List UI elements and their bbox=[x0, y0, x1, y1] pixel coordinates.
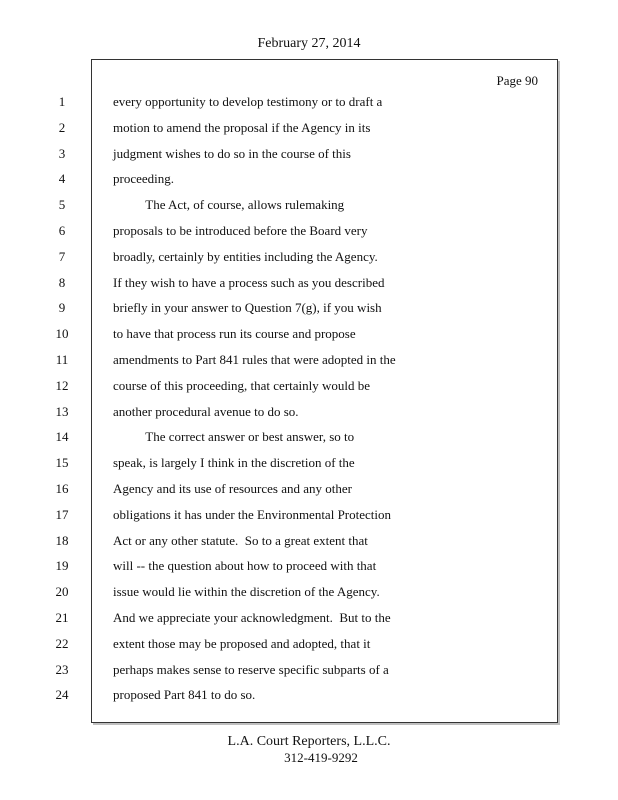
line-text: briefly in your answer to Question 7(g), if you wish bbox=[113, 300, 382, 316]
transcript-line bbox=[0, 168, 618, 194]
line-number: 14 bbox=[55, 429, 69, 445]
line-text: judgment wishes to do so in the course of this bbox=[113, 145, 351, 161]
line-number: 12 bbox=[55, 377, 69, 393]
line-number: 9 bbox=[58, 300, 66, 316]
transcript-line bbox=[0, 91, 618, 117]
line-number: 15 bbox=[55, 455, 69, 471]
transcript-line bbox=[0, 349, 618, 375]
page-number: Page 90 bbox=[496, 73, 538, 88]
transcript-line bbox=[0, 117, 618, 143]
transcript-line bbox=[0, 143, 618, 169]
line-text: motion to amend the proposal if the Agency in its bbox=[113, 119, 371, 135]
line-text: to have that process run its course and propose bbox=[113, 326, 356, 342]
line-text: proceeding. bbox=[113, 171, 175, 187]
line-number: 18 bbox=[55, 532, 69, 548]
line-text: amendments to Part 841 rules that were adopted in the bbox=[113, 351, 396, 367]
line-text: extent those may be proposed and adopted, that it bbox=[113, 635, 371, 651]
transcript-line bbox=[0, 220, 618, 246]
line-number: 5 bbox=[58, 197, 66, 213]
transcript-line bbox=[0, 555, 618, 581]
line-number: 2 bbox=[58, 119, 66, 135]
line-text: obligations it has under the Environmental Protection bbox=[113, 506, 392, 522]
line-number: 11 bbox=[55, 351, 69, 367]
line-text: perhaps makes sense to reserve specific subparts of a bbox=[113, 661, 389, 677]
line-number: 3 bbox=[58, 145, 66, 161]
line-number: 24 bbox=[55, 687, 69, 703]
transcript-line bbox=[0, 272, 618, 298]
line-text: course of this proceeding, that certainly would be bbox=[113, 377, 371, 393]
line-number: 7 bbox=[58, 248, 66, 264]
reporter-phone: 312-419-9292 bbox=[284, 750, 358, 765]
line-text: every opportunity to develop testimony or to draft a bbox=[113, 94, 383, 109]
transcript-line bbox=[0, 659, 618, 685]
line-text: proposed Part 841 to do so. bbox=[113, 687, 256, 703]
transcript-line bbox=[0, 246, 618, 272]
transcript-line bbox=[0, 684, 618, 710]
transcript-line bbox=[0, 426, 618, 452]
transcript-line bbox=[0, 452, 618, 478]
line-number: 17 bbox=[55, 506, 69, 522]
line-text: If they wish to have a process such as you described bbox=[113, 274, 385, 290]
line-number: 20 bbox=[55, 584, 69, 600]
footer bbox=[0, 734, 618, 766]
transcript-line bbox=[0, 323, 618, 349]
line-text: proposals to be introduced before the Board very bbox=[113, 222, 368, 238]
transcript-line bbox=[0, 633, 618, 659]
transcript-line bbox=[0, 530, 618, 556]
line-text: The Act, of course, allows rulemaking bbox=[113, 197, 345, 213]
line-text: will -- the question about how to proceed with that bbox=[113, 558, 377, 574]
line-text: issue would lie within the discretion of the Agency. bbox=[113, 584, 380, 600]
transcript-line bbox=[0, 194, 618, 220]
line-number: 4 bbox=[58, 171, 66, 187]
transcript-line bbox=[0, 297, 618, 323]
line-text: Act or any other statute. So to a great extent that bbox=[113, 532, 368, 548]
line-number: 22 bbox=[55, 635, 69, 651]
line-number: 6 bbox=[58, 222, 66, 238]
line-text: broadly, certainly by entities including the Agency. bbox=[113, 248, 378, 264]
transcript-line bbox=[0, 607, 618, 633]
reporter-company: L.A. Court Reporters, L.L.C. bbox=[227, 734, 391, 749]
line-number: 23 bbox=[55, 661, 69, 677]
line-text: The correct answer or best answer, so to bbox=[113, 429, 355, 445]
transcript-line bbox=[0, 581, 618, 607]
line-text: And we appreciate your acknowledgment. But to the bbox=[113, 609, 391, 625]
line-number: 13 bbox=[55, 403, 69, 419]
line-number: 1 bbox=[58, 94, 66, 109]
transcript-line bbox=[0, 375, 618, 401]
line-number: 8 bbox=[58, 274, 66, 290]
line-number: 16 bbox=[55, 480, 69, 496]
transcript-line bbox=[0, 504, 618, 530]
line-number: 19 bbox=[55, 558, 69, 574]
transcript-lines bbox=[0, 91, 618, 710]
line-text: Agency and its use of resources and any other bbox=[113, 480, 352, 496]
transcript-date: February 27, 2014 bbox=[257, 36, 361, 51]
transcript-line bbox=[0, 401, 618, 427]
line-number: 21 bbox=[55, 609, 69, 625]
transcript-line bbox=[0, 478, 618, 504]
line-text: another procedural avenue to do so. bbox=[113, 403, 299, 419]
line-text: speak, is largely I think in the discretion of the bbox=[113, 455, 355, 471]
line-number: 10 bbox=[55, 326, 69, 342]
